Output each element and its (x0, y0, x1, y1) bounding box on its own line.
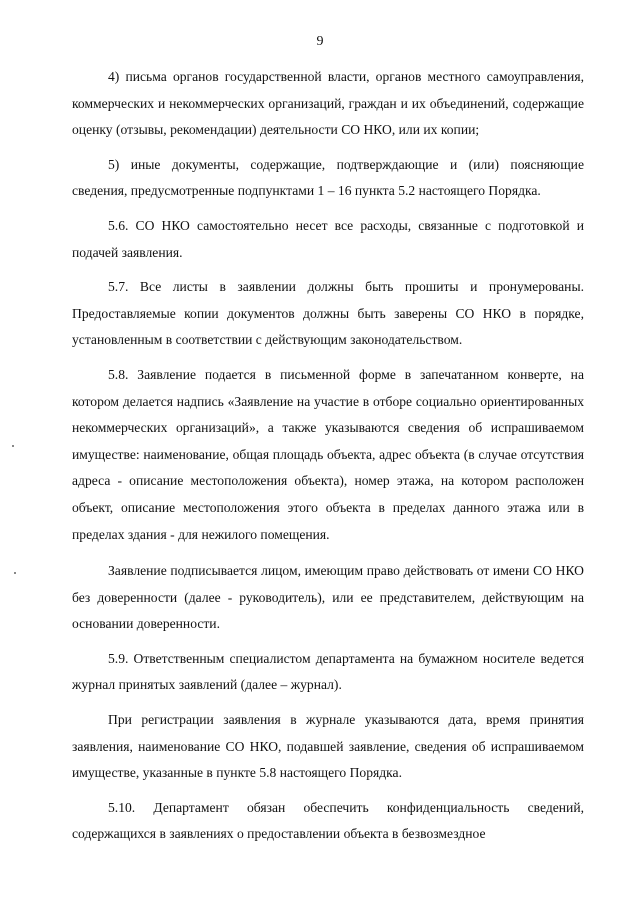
paragraph-5-10: 5.10. Департамент обязан обеспечить конфиденциальность сведений, содержащихся в заявлениях о предоставлении объекта в безвозмездное (72, 799, 584, 842)
scan-speck (12, 445, 14, 447)
paragraph-5-9: 5.9. Ответственным специалистом департамента на бумажном носителе ведется журнал принятых заявлений (далее – журнал). (72, 650, 584, 693)
paragraph-item-5: 5) иные документы, содержащие, подтверждающие и (или) поясняющие сведения, предусмотренные подпунктами 1 – 16 пункта 5.2 настоящего Порядка. (72, 156, 584, 199)
paragraph-5-7: 5.7. Все листы в заявлении должны быть прошиты и пронумерованы. Предоставляемые копии документов должны быть заверены СО НКО в порядке, установленным в соответствии с действующим законодательством. (72, 279, 584, 348)
paragraph-5-8: 5.8. Заявление подается в письменной форме в запечатанном конверте, на котором делается надпись «Заявление на участие в отборе социально ориентированных некоммерческих организаций», а также указываются сведения об испрашиваемом имуществе: наименование, общая площадь объекта, адрес объекта (в случае отсутствия адреса - описание местоположения объекта), номер этажа, на котором расположен объект, описание местоположения этого объекта в пределах данного этажа или в пределах здания - для нежилого помещения. (72, 366, 584, 542)
document-body (72, 64, 584, 856)
page-number: 9 (316, 34, 324, 49)
paragraph-signature: Заявление подписывается лицом, имеющим право действовать от имени СО НКО без доверенности (далее - руководитель), или ее представителем, действующим на основании доверенности. (72, 563, 584, 632)
paragraph-5-6: 5.6. СО НКО самостоятельно несет все расходы, связанные с подготовкой и подачей заявления. (72, 217, 584, 260)
paragraph-registration: При регистрации заявления в журнале указываются дата, время принятия заявления, наименование СО НКО, подавшей заявление, сведения об испрашиваемом имуществе, указанные в пункте 5.8 настоящего Порядка. (72, 712, 584, 781)
paragraph-item-4: 4) письма органов государственной власти, органов местного самоуправления, коммерческих и некоммерческих организаций, граждан и их объединений, содержащие оценку (отзывы, рекомендации) деятельности СО НКО, или их копии; (72, 69, 584, 138)
scan-speck (14, 572, 16, 574)
